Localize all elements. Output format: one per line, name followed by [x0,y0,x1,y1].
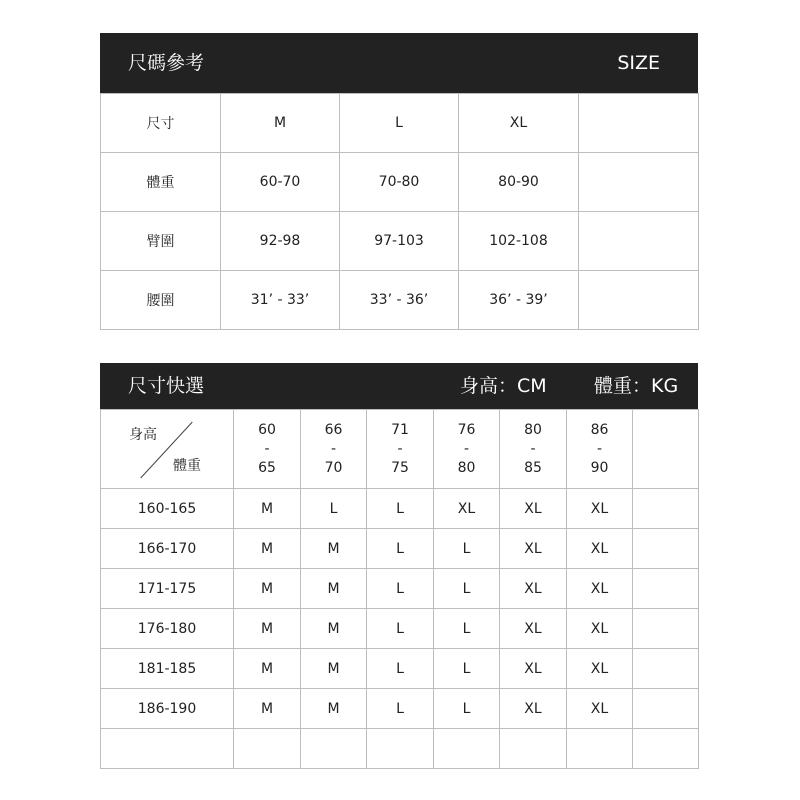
size-cell: L [434,649,500,689]
size-cell: M [301,649,367,689]
size-cell: XL [500,689,567,729]
weight-range-header [567,410,633,489]
height-range-label: 186-190 [101,689,234,729]
empty-cell [434,729,500,769]
size-cell: L [434,609,500,649]
size-cell: 70-80 [340,153,459,212]
size-cell: 33’ - 36’ [340,271,459,330]
weight-range-stack [367,421,433,478]
size-cell: XL [500,609,567,649]
height-row [101,569,699,609]
empty-cell [633,689,699,729]
size-cell: L [367,649,434,689]
corner-cell [101,410,234,489]
size-cell: L [301,489,367,529]
empty-cell [633,529,699,569]
weight-range-sep: - [330,440,337,457]
size-cell [579,212,699,271]
empty-cell [633,569,699,609]
size-reference-row [101,153,699,212]
size-cell: XL [500,489,567,529]
size-cell: XL [500,569,567,609]
weight-range-header [434,410,500,489]
size-cell: XL [459,94,579,153]
corner-height-label: 身高 [129,427,157,443]
weight-range-to: 85 [524,459,542,476]
quick-select-title: 尺寸快選 [128,375,205,397]
size-reference-row [101,271,699,330]
empty-cell [500,729,567,769]
size-cell: XL [567,529,633,569]
size-cell: M [301,689,367,729]
weight-range-from: 60 [258,421,276,438]
row-label: 尺寸 [101,94,221,153]
size-cell [579,271,699,330]
weight-range-to: 90 [590,459,609,476]
height-row [101,529,699,569]
weight-range-sep: - [463,440,470,457]
size-cell: XL [434,489,500,529]
size-reference-panel [100,33,698,330]
weight-range-header [234,410,301,489]
size-cell: M [221,94,340,153]
size-cell: XL [567,609,633,649]
weight-range-to: 65 [258,459,276,476]
row-label: 體重 [101,153,221,212]
size-cell: L [434,529,500,569]
weight-range-stack [234,421,300,478]
size-cell: L [367,529,434,569]
height-row [101,649,699,689]
empty-cell [301,729,367,769]
size-cell: 92-98 [221,212,340,271]
size-cell: 102-108 [459,212,579,271]
weight-range-to: 70 [324,459,343,476]
height-range-label: 181-185 [101,649,234,689]
empty-cell [633,649,699,689]
weight-range-stack [500,421,566,478]
weight-range-sep: - [596,440,603,457]
corner-weight-label: 體重 [173,458,201,474]
weight-range-stack [301,421,366,478]
empty-row [101,729,699,769]
size-cell: L [367,569,434,609]
height-row [101,689,699,729]
size-cell: 80-90 [459,153,579,212]
empty-cell [633,609,699,649]
height-range-label: 160-165 [101,489,234,529]
empty-cell [234,729,301,769]
height-row [101,489,699,529]
quick-select-table [100,409,699,769]
size-cell: M [301,609,367,649]
row-label: 臂圍 [101,212,221,271]
size-reference-table [100,93,699,330]
size-cell [579,153,699,212]
size-cell: L [367,489,434,529]
weight-range-from: 80 [524,421,542,438]
size-cell [579,94,699,153]
height-range-label: 176-180 [101,609,234,649]
height-unit-label: 身高：CM [460,375,547,397]
weight-range-header [500,410,567,489]
size-cell: 36’ - 39’ [459,271,579,330]
size-cell: XL [500,649,567,689]
height-row [101,609,699,649]
weight-unit-label: 體重：KG [594,375,679,397]
empty-cell [567,729,633,769]
size-cell: L [367,689,434,729]
size-cell: 31’ - 33’ [221,271,340,330]
size-cell: XL [567,649,633,689]
size-cell: M [301,529,367,569]
size-cell: M [301,569,367,609]
row-label: 腰圍 [101,271,221,330]
quick-select-header [100,363,698,409]
empty-cell [101,729,234,769]
empty-cell [633,410,699,489]
weight-range-stack [567,421,632,478]
weight-range-from: 66 [324,421,343,438]
weight-range-from: 76 [457,421,476,438]
diagonal-divider [101,410,233,488]
size-cell: L [434,569,500,609]
weight-range-sep: - [530,440,536,457]
size-cell: L [340,94,459,153]
size-tag: SIZE [617,52,660,74]
size-cell: XL [500,529,567,569]
weight-range-header [367,410,434,489]
weight-range-from: 71 [391,421,409,438]
weight-range-from: 86 [590,421,609,438]
size-cell: 60-70 [221,153,340,212]
weight-header-row [101,410,699,489]
weight-range-header [301,410,367,489]
size-cell: M [234,489,301,529]
size-cell: L [434,689,500,729]
height-range-label: 166-170 [101,529,234,569]
weight-range-to: 80 [457,459,476,476]
size-reference-header [100,33,698,93]
size-reference-title: 尺碼參考 [128,52,205,74]
size-cell: 97-103 [340,212,459,271]
size-cell: XL [567,489,633,529]
size-cell: M [234,649,301,689]
size-cell: M [234,689,301,729]
size-cell: L [367,609,434,649]
empty-cell [367,729,434,769]
size-cell: M [234,609,301,649]
weight-range-to: 75 [391,459,409,476]
weight-range-sep: - [397,440,403,457]
size-cell: XL [567,689,633,729]
quick-select-panel [100,363,698,769]
weight-range-sep: - [264,440,270,457]
height-range-label: 171-175 [101,569,234,609]
size-cell: M [234,529,301,569]
size-reference-row [101,212,699,271]
size-reference-row [101,94,699,153]
weight-range-stack [434,421,499,478]
empty-cell [633,489,699,529]
size-cell: XL [567,569,633,609]
empty-cell [633,729,699,769]
size-cell: M [234,569,301,609]
